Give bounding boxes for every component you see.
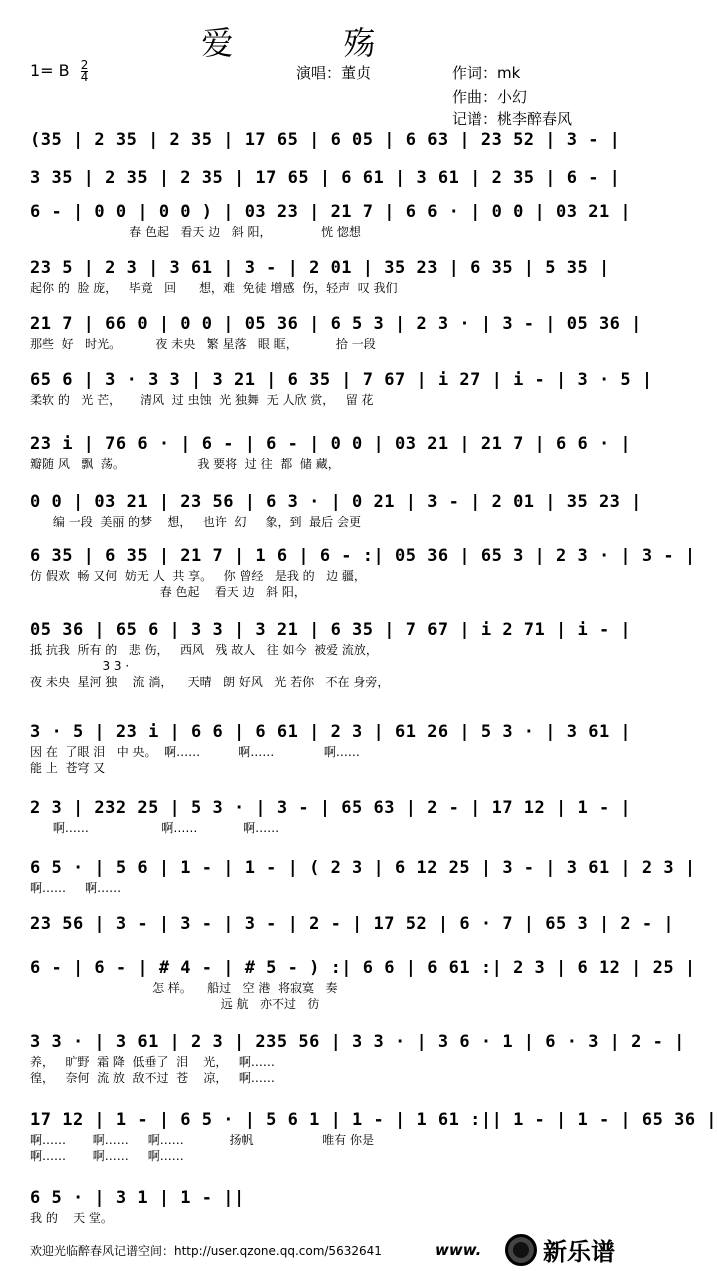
score-row: [30, 1108, 717, 1164]
score-row: [30, 200, 632, 240]
lyric-line: 瓣随 风 飘 荡。 我 要将 过 往 都 储 藏，: [30, 457, 340, 471]
notation-line: 6 35 | 6 35 | 21 7 | 1 6 | 6 - :| 05 36 | 65 3 | 2 3 · | 3 - |: [30, 546, 696, 566]
notation-line: 6 - | 6 - | # 4 - | # 5 - ) :| 6 6 | 6 61 :| 2 3 | 6 12 | 25 |: [30, 958, 696, 978]
score-row: [30, 544, 696, 600]
lyric-line: 仿 假欢 畅 又何 妨无 人 共 享。 你 曾经 是我 的 边 疆，: [30, 569, 366, 583]
time-signature: [81, 60, 89, 83]
notation-line: 6 5 · | 3 1 | 1 - ||: [30, 1188, 245, 1208]
notation-line: 6 5 · | 5 6 | 1 - | 1 - | ( 2 3 | 6 12 25 | 3 - | 3 61 | 2 3 |: [30, 858, 696, 878]
notation-line: 23 56 | 3 - | 3 - | 3 - | 2 - | 17 52 | 6 · 7 | 65 3 | 2 - |: [30, 914, 675, 934]
score-row: [30, 1030, 685, 1086]
notation-line: 6 - | 0 0 | 0 0 ) | 03 23 | 21 7 | 6 6 · | 0 0 | 03 21 |: [30, 202, 632, 222]
lyric-line: 养， 旷野 霜 降 低垂了 泪 光， 啊……: [30, 1055, 275, 1069]
score-row: [30, 720, 632, 776]
record-disc-icon: [505, 1234, 537, 1266]
lyric-line: 起你 的 脸 庞， 毕竟 回 想，难 免徒 增感 伤，轻声 叹 我们: [30, 281, 398, 295]
score-row: [30, 368, 653, 408]
lyric-line: 远 航 亦不过 彷: [30, 997, 320, 1011]
lyric-line: 春 色起 看天 边 斜 阳，: [30, 585, 306, 599]
notation-line: 17 12 | 1 - | 6 5 · | 5 6 1 | 1 - | 1 61 :|| 1 - | 1 - | 65 36 |: [30, 1110, 717, 1130]
notation-line: 05 36 | 65 6 | 3 3 | 3 21 | 6 35 | 7 67 | i 2 71 | i - |: [30, 620, 632, 640]
score-row: [30, 796, 632, 836]
lyric-line: 啊…… 啊……: [30, 881, 122, 895]
notation-line: 2 3 | 232 25 | 5 3 · | 3 - | 65 63 | 2 - | 17 12 | 1 - |: [30, 798, 632, 818]
key-signature: [30, 60, 88, 83]
lyric-line: 怎 样。 船过 空 港 将寂寞 奏: [30, 981, 338, 995]
lyric-line: 编 一段 美丽 的梦 想， 也许 幻 象，到 最后 会更: [30, 515, 361, 529]
score-row: [30, 312, 642, 352]
notation-line: 23 i | 76 6 · | 6 - | 6 - | 0 0 | 03 21 | 21 7 | 6 6 · |: [30, 434, 632, 454]
notation-line: 3 35 | 2 35 | 2 35 | 17 65 | 6 61 | 3 61 | 2 35 | 6 - |: [30, 168, 621, 188]
lyric-line: 徨， 奈何 流 放 敌不过 苍 凉， 啊……: [30, 1071, 275, 1085]
score-row: [30, 256, 610, 296]
time-signature-bottom: 4: [80, 70, 89, 84]
notation-line: 23 5 | 2 3 | 3 61 | 3 - | 2 01 | 35 23 | 6 35 | 5 35 |: [30, 258, 610, 278]
notation-line: 3 · 5 | 23 i | 6 6 | 6 61 | 2 3 | 61 26 | 5 3 · | 3 61 |: [30, 722, 632, 742]
notation-line: 0 0 | 03 21 | 23 56 | 6 3 · | 0 21 | 3 - | 2 01 | 35 23 |: [30, 492, 642, 512]
singer-credit: 演唱：董贞: [296, 64, 372, 82]
logo-text: 新乐谱: [543, 1238, 615, 1266]
time-signature-top: 2: [80, 58, 89, 72]
lyric-line: 能 上 苍穹 又: [30, 761, 106, 775]
score-row: [30, 912, 675, 936]
lyric-line: 因 在 了眼 泪 中 央。 啊…… 啊…… 啊……: [30, 745, 360, 759]
site-logo: [505, 1232, 615, 1267]
score-row: [30, 956, 696, 1012]
score-row: [30, 618, 632, 690]
lyric-line: 抵 抗我 所有 的 悲 伤， 西风 残 故人 往 如今 被爱 流放，: [30, 643, 378, 657]
score-row: [30, 1186, 596, 1226]
lyric-line: 啊…… 啊…… 啊…… 扬帆 唯有 你是: [30, 1133, 375, 1147]
lyricist-credit: 作词：mk: [452, 64, 521, 82]
lyric-line: 柔软 的 光 芒， 清风 过 虫蚀 光 独舞 无 人欣 赏， 留 花: [30, 393, 374, 407]
lyric-line: 啊…… 啊…… 啊……: [30, 1149, 184, 1163]
lyric-line: 春 色起 看天 边 斜 阳， 恍 惚想: [30, 225, 361, 239]
notation-line: (35 | 2 35 | 2 35 | 17 65 | 6 05 | 6 63 | 23 52 | 3 - |: [30, 130, 621, 150]
transcriber-credit: 记谱：桃李醉春风: [452, 110, 573, 128]
score-row: [30, 166, 621, 190]
notation-line: 65 6 | 3 · 3 3 | 3 21 | 6 35 | 7 67 | i 27 | i - | 3 · 5 |: [30, 370, 653, 390]
notation-line: 21 7 | 66 0 | 0 0 | 05 36 | 6 5 3 | 2 3 · | 3 - | 05 36 |: [30, 314, 642, 334]
key-label: 1= B: [30, 61, 70, 80]
footer-url-tail: www.: [435, 1241, 482, 1259]
lyric-line: 3 3 ·: [30, 659, 130, 673]
composer-credit: 作曲：小幻: [452, 88, 528, 106]
score-row: [30, 128, 621, 152]
score-row: [30, 432, 632, 472]
lyric-line: 那些 好 时光。 夜 未央 繁 星落 眼 眶， 拾 一段: [30, 337, 376, 351]
song-title: 爱 殇: [201, 24, 426, 62]
footer-text: 欢迎光临醉春风记谱空间：http://user.qzone.qq.com/5632641: [30, 1244, 382, 1258]
score-row: [30, 856, 696, 896]
score-row: [30, 490, 642, 530]
lyric-line: 啊…… 啊…… 啊……: [30, 821, 280, 835]
notation-line: 3 3 · | 3 61 | 2 3 | 235 56 | 3 3 · | 3 6 · 1 | 6 · 3 | 2 - |: [30, 1032, 685, 1052]
lyric-line: 夜 未央 星河 独 流 淌， 天晴 朗 好风 光 若你 不在 身旁，: [30, 675, 390, 689]
lyric-line: 我 的 天 堂。: [30, 1211, 113, 1225]
